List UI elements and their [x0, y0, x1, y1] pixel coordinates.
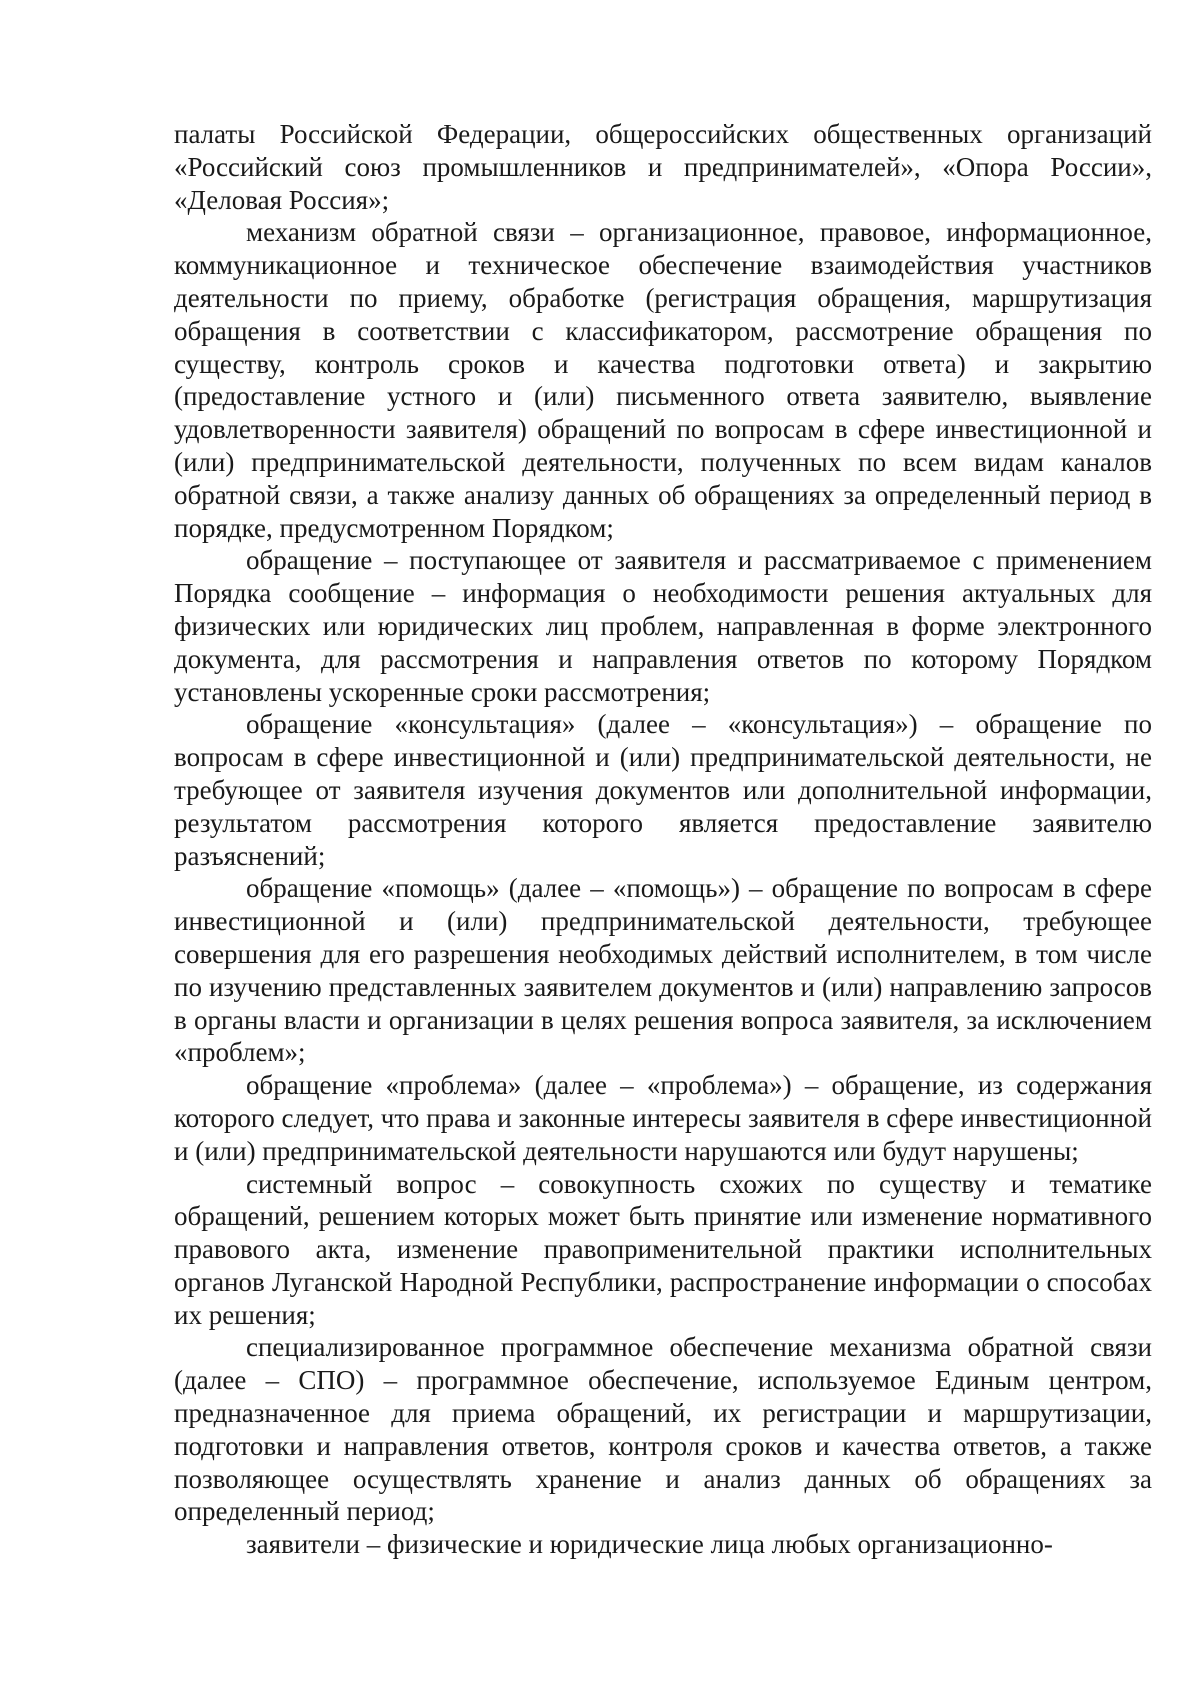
- paragraph-help: обращение «помощь» (далее – «помощь») – обращение по вопросам в сфере инвестиционной и (или) предпринимательской деятельности, требующее совершения для его разрешения необходимых действий исполнителем, в том числе по изучению представленных заявителем документов и (или) направлению запросов в органы власти и организации в целях решения вопроса заявителя, за исключением «проблем»;: [174, 873, 1152, 1068]
- paragraph-applicants: заявители – физические и юридические лица любых организационно-: [246, 1529, 1053, 1560]
- paragraph-appeal: обращение – поступающее от заявителя и рассматриваемое с применением Порядка сообщение – информация о необходимости решения актуальных для физических или юридических лиц проблем, направленная в форме электронного документа, для рассмотрения и направления ответов по которому Порядком установлены ускоренные сроки рассмотрения;: [174, 545, 1152, 707]
- paragraph-spo: специализированное программное обеспечение механизма обратной связи (далее – СПО) – программное обеспечение, используемое Единым центром, предназначенное для приема обращений, их регистрации и маршрутизации, подготовки и направления ответов, контроля сроков и качества ответов, а также позволяющее осуществлять хранение и анализ данных об обращениях за определенный период;: [174, 1332, 1152, 1527]
- paragraph-system-issue: системный вопрос – совокупность схожих по существу и тематике обращений, решением которых может быть принятие или изменение нормативного правового акта, изменение правоприменительной практики исполнительных органов Луганской Народной Республики, распространение информации о способах их решения;: [174, 1168, 1152, 1330]
- document-body: [174, 118, 1152, 1561]
- paragraph-continuation: палаты Российской Федерации, общероссийских общественных организаций «Российский союз промышленников и предпринимателей», «Опора России», «Деловая Россия»;: [174, 119, 1152, 215]
- paragraph-problem: обращение «проблема» (далее – «проблема») – обращение, из содержания которого следует, что права и законные интересы заявителя в сфере инвестиционной и (или) предпринимательской деятельности нарушаются или будут нарушены;: [174, 1070, 1152, 1166]
- paragraph-consultation: обращение «консультация» (далее – «консультация») – обращение по вопросам в сфере инвестиционной и (или) предпринимательской деятельности, не требующее от заявителя изучения документов или дополнительной информации, результатом рассмотрения которого является предоставление заявителю разъяснений;: [174, 709, 1152, 871]
- paragraph-feedback-mechanism: механизм обратной связи – организационное, правовое, информационное, коммуникационное и техническое обеспечение взаимодействия участников деятельности по приему, обработке (регистрация обращения, маршрутизация обращения в соответствии с классификатором, рассмотрение обращения по существу, контроль сроков и качества подготовки ответа) и закрытию (предоставление устного и (или) письменного ответа заявителю, выявление удовлетворенности заявителя) обращений по вопросам в сфере инвестиционной и (или) предпринимательской деятельности, полученных по всем видам каналов обратной связи, а также анализу данных об обращениях за определенный период в порядке, предусмотренном Порядком;: [174, 217, 1152, 543]
